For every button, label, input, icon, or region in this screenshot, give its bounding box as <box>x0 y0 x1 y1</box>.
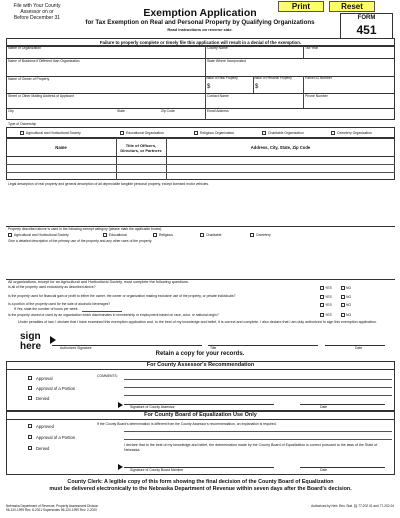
state-incorporated-input[interactable] <box>207 64 393 75</box>
ownership-rel-label: Religious Organization <box>200 130 235 135</box>
board-denied-label: Denied <box>36 445 50 451</box>
assessor-approval-label: Approval <box>36 375 53 381</box>
board-explanation-input[interactable] <box>124 427 392 440</box>
street-input[interactable] <box>8 99 203 107</box>
officer-1-title-input[interactable] <box>117 157 165 163</box>
ownership-agri-checkbox[interactable] <box>20 131 24 135</box>
usage-rel-checkbox[interactable] <box>153 233 157 237</box>
hours-per-week-input[interactable] <box>82 306 122 311</box>
value-real-dollar: $ <box>207 84 211 90</box>
county-name-label: County Name <box>207 46 228 50</box>
declaration-text: Under penalties of law, I declare that I have examined this exemption application and, to the best of my knowledge and belief, it is correct and complete. I also declare that I am duly authorized to sign this exemption application. <box>18 320 377 324</box>
here-word: here <box>20 341 42 352</box>
q2-yes-label: YES <box>325 294 332 299</box>
state-incorporated-label: State Where Incorporated <box>207 59 246 63</box>
authorized-signature-label: Authorized Signature <box>60 346 92 350</box>
board-approved-label: Approved <box>36 423 54 429</box>
q4-no-checkbox[interactable] <box>341 313 345 317</box>
assessor-sign-arrow-icon <box>118 402 123 408</box>
usage-agri-label: Agricultural and Horticultural Society <box>14 232 69 237</box>
usage-cem-label: Cemetery <box>256 232 271 237</box>
form-number: 451 <box>356 23 377 37</box>
footer-left <box>6 504 98 512</box>
q1-no-checkbox[interactable] <box>341 286 345 290</box>
board-explanation-note: If the County Board's determination is different from the County Assessor's recommendation, an explanation is required. <box>97 422 277 426</box>
officers-header-name: Name <box>55 145 67 150</box>
assessor-comments-input[interactable] <box>124 372 392 396</box>
question-3-hours: If Yes, state the number of hours per week <box>14 307 78 311</box>
assessor-date-input[interactable] <box>300 398 385 404</box>
sign-here-label <box>20 332 41 352</box>
q3-no-checkbox[interactable] <box>341 303 345 307</box>
q4-no-label: NO <box>346 312 352 317</box>
q3-yes-checkbox[interactable] <box>320 303 324 307</box>
instructions-note: Read instructions on reverse side. <box>167 27 233 32</box>
legal-description-input[interactable] <box>6 188 395 226</box>
footer-authority: Authorized by Neb. Rev. Stat. §§ 77-202.01 and 77-202.04 <box>311 504 394 508</box>
email-input[interactable] <box>207 113 393 119</box>
form-label: FORM <box>357 15 376 21</box>
board-signature-label: Signature of County Board Member <box>130 467 184 472</box>
usage-cem-checkbox[interactable] <box>250 233 254 237</box>
officer-1-name-input[interactable] <box>7 157 115 163</box>
ownership-cem-checkbox[interactable] <box>331 131 335 135</box>
street-label: Street or Other Mailing Address of Applicant <box>8 94 74 98</box>
phone-label: Phone Number <box>305 94 328 98</box>
ownership-agri-label: Agricultural and Horticultural Society <box>26 130 81 135</box>
board-sign-arrow-icon <box>118 464 123 470</box>
q2-no-checkbox[interactable] <box>341 295 345 299</box>
legal-description-label: Legal description of real property and general description of all depreciable tangible personal property, except licensed motor vehicles. <box>8 182 210 186</box>
question-1: Is all of the property used exclusively as described above? <box>8 285 96 289</box>
assessor-denied-checkbox[interactable] <box>28 396 32 400</box>
tax-year-label: Tax Year <box>305 46 319 50</box>
assessor-portion-label: Approval of a Portion <box>36 385 76 391</box>
usage-agri-checkbox[interactable] <box>8 233 12 237</box>
q3-yes-label: YES <box>325 302 332 307</box>
usage-label: Property described above is used in the following exempt category (please mark the applicable boxes). <box>8 227 163 231</box>
warning-banner <box>6 38 395 46</box>
assessor-portion-checkbox[interactable] <box>28 386 32 390</box>
questions-intro: All organizations, except for an Agricultural and Horticultural Society, must complete the following questions. <box>8 280 190 284</box>
officer-3-title-input[interactable] <box>117 173 165 179</box>
phone-input[interactable] <box>305 99 393 107</box>
assessor-denied-label: Denied <box>36 395 50 401</box>
officer-3-address-input[interactable] <box>167 173 394 179</box>
question-4: Is the property owned or used by an organization which discriminates in membership or employment based on race, color, or national origin? <box>8 313 219 317</box>
ownership-rel-checkbox[interactable] <box>194 131 198 135</box>
reset-button[interactable]: Reset <box>329 1 375 12</box>
q3-no-label: NO <box>346 302 352 307</box>
usage-char-checkbox[interactable] <box>200 233 204 237</box>
usage-rel-label: Religious <box>159 232 173 237</box>
board-date-input[interactable] <box>300 460 385 467</box>
board-approved-checkbox[interactable] <box>28 424 32 428</box>
q1-yes-checkbox[interactable] <box>320 286 324 290</box>
print-button[interactable]: Print <box>278 1 324 12</box>
ownership-char-checkbox[interactable] <box>262 131 266 135</box>
value-personal-input[interactable] <box>259 82 301 92</box>
board-declaration: I declare that to the best of my knowledge and belief, the determination made by the County Board of Equalization is correct pursuant to the laws of the State of Nebraska. <box>124 443 378 452</box>
assessor-title: For County Assessor's Recommendation <box>146 362 255 368</box>
file-with-line-1: File with Your County <box>13 3 61 9</box>
signature-date-input[interactable] <box>325 336 385 345</box>
ownership-char-label: Charitable Organization <box>268 130 304 135</box>
officers-header-title: Title of Officers, Directors, or Partners <box>120 143 162 153</box>
board-portion-label: Approval of a Portion <box>36 434 76 440</box>
officer-2-address-input[interactable] <box>167 165 394 171</box>
usage-edu-checkbox[interactable] <box>103 233 107 237</box>
state-input[interactable] <box>117 113 157 119</box>
value-real-input[interactable] <box>211 82 251 92</box>
city-input[interactable] <box>8 113 108 119</box>
primary-use-input[interactable] <box>6 245 395 278</box>
usage-char-label: Charitable <box>206 232 222 237</box>
clerk-note-line-2: must be delivered electronically to the Nebraska Department of Revenue within seven days after the Board's decision. <box>49 486 352 492</box>
officers-header-address: Address, City, State, Zip Code <box>250 145 311 150</box>
state-label: State <box>117 109 125 113</box>
clerk-note-line-1: County Clerk: A legible copy of this form showing the final decision of the County Board of Equalization <box>67 479 334 485</box>
question-3: Is a portion of the property used for the sale of alcoholic beverages? <box>8 302 111 306</box>
tax-year-input[interactable] <box>305 51 393 58</box>
usage-edu-label: Educational <box>109 232 127 237</box>
officer-3-name-input[interactable] <box>7 173 115 179</box>
assessor-signature-input[interactable] <box>124 398 274 404</box>
zip-input[interactable] <box>161 113 203 119</box>
business-name-input[interactable] <box>8 64 203 75</box>
value-personal-label: Value of Personal Property <box>254 76 292 80</box>
title-input[interactable] <box>208 336 318 345</box>
owner-name-label: Name of Owner of Property <box>8 77 50 81</box>
file-with-line-2: Assessor on or <box>20 9 54 15</box>
county-name-input[interactable] <box>207 51 301 58</box>
city-label: City <box>8 109 14 113</box>
sign-word: sign <box>20 331 41 342</box>
owner-name-input[interactable] <box>8 82 203 92</box>
title-label: Title <box>210 346 217 350</box>
retain-copy-notice: Retain a copy for your records. <box>155 351 245 357</box>
board-title: For County Board of Equalization Use Only <box>144 412 257 418</box>
board-signature-input[interactable] <box>124 460 274 467</box>
value-real-label: Value of Real Property <box>206 76 238 80</box>
officer-2-title-input[interactable] <box>117 165 165 171</box>
primary-use-label: Give a detailed description of the primary use of the property and any other uses of the property. <box>8 239 153 243</box>
ownership-label: Type of Ownership <box>8 122 37 126</box>
value-personal-dollar: $ <box>255 84 259 90</box>
q2-no-label: NO <box>346 294 352 299</box>
assessor-approval-checkbox[interactable] <box>28 376 32 380</box>
officer-2-name-input[interactable] <box>7 165 115 171</box>
form-subtitle: for Tax Exemption on Real and Personal Property by Qualifying Organizations <box>85 19 315 26</box>
date-label: Date <box>355 346 363 350</box>
q2-yes-checkbox[interactable] <box>320 295 324 299</box>
comments-label: COMMENTS: <box>97 374 118 378</box>
assessor-signature-label: Signature of County Assessor <box>130 404 175 409</box>
file-with-line-3: Before December 31 <box>13 15 61 21</box>
q4-yes-label: YES <box>325 312 332 317</box>
footer-department: Nebraska Department of Revenue, Property Assessment Division <box>6 504 99 508</box>
ownership-edu-checkbox[interactable] <box>120 131 124 135</box>
county-clerk-note <box>6 479 395 493</box>
contact-name-input[interactable] <box>207 99 301 107</box>
parcel-id-input[interactable] <box>305 82 393 92</box>
form-number-box <box>340 13 393 39</box>
email-label: Email Address <box>207 109 229 113</box>
board-denied-checkbox[interactable] <box>28 446 32 450</box>
authorized-signature-input[interactable] <box>52 336 202 345</box>
q1-no-label: NO <box>346 285 352 290</box>
file-with-notice <box>4 3 70 21</box>
board-portion-checkbox[interactable] <box>28 435 32 439</box>
business-name-label: Name of Business if Different than Organization <box>8 59 80 63</box>
org-name-label: Name of Organization <box>8 46 41 50</box>
parcel-id-label: Parcel ID Number <box>305 76 332 80</box>
ownership-cem-label: Cemetery Organization <box>337 130 372 135</box>
q1-yes-label: YES <box>325 285 332 290</box>
board-date-label: Date <box>320 467 328 472</box>
org-name-input[interactable] <box>8 51 203 58</box>
assessor-date-label: Date <box>320 404 328 409</box>
ownership-edu-label: Educational Organization <box>126 130 164 135</box>
footer-form-revision: 96-120-1999 Rev. 8-2021 Supersedes 96-120-1999 Rev. 2-2020 <box>6 508 97 512</box>
form-title: Exemption Application <box>143 7 257 19</box>
question-2: Is the property used for financial gain or profit to either the owner, the owner or organization making exclusive use of the property, or private individuals? <box>8 294 236 298</box>
q4-yes-checkbox[interactable] <box>320 313 324 317</box>
zip-label: Zip Code <box>161 109 175 113</box>
officer-1-address-input[interactable] <box>167 157 394 163</box>
contact-name-label: Contact Name <box>207 94 229 98</box>
warning-text: Failure to properly complete or timely file this application will result in a denial of the exemption. <box>99 40 302 45</box>
